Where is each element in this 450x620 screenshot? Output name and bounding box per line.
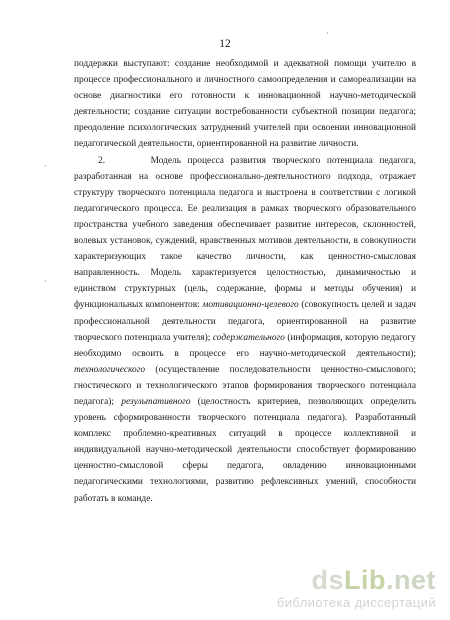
italic-term: технологического	[74, 364, 146, 375]
text-run: (целостность критериев, позволяющих определить уровень сформированности творческого потенциала педагога). Разработанный комплекс проблемно-креативных ситуаций в процессе коллективной и индивидуальной научно-методической деятельности способствует формированию ценностно-смысловой сферы педагога, овладению инновационными педагогическими технологиями, развитию рефлексивных умений, способности работать в команде.	[74, 396, 416, 504]
margin-mark: ·	[44, 162, 47, 171]
italic-term: результативного	[121, 396, 191, 407]
body-text	[74, 56, 416, 507]
text-run: (информация, которую педагогу необходимо освоить в процессе его научно-методической деятельности);	[74, 332, 416, 359]
page-number: 12	[219, 38, 231, 50]
watermark	[277, 567, 436, 610]
italic-term: мотивационно-целевого	[202, 300, 299, 311]
text-run: (осуществление последовательности ценностно-смыслового; гностического и технологического этапов формирования творческого потенциала педагога);	[74, 364, 416, 407]
watermark-logo: dsLib.net	[311, 565, 436, 595]
watermark-tagline: библиотека диссертаций	[276, 595, 436, 610]
italic-term: содержательного	[212, 332, 285, 343]
paragraph	[74, 56, 416, 153]
paragraph	[74, 153, 416, 507]
text-run: 2. Модель процесса развития творческого потенциала педагога, разработанная на основе профессионально-деятельностного подхода, отражает структуру творческого потенциала педагога и выстроена в соответствии с логикой педагогического процесса. Ее реализация в рамках творческого образовательного пространства учебного заведения обеспечивает развитие интересов, склонностей, волевых установок, суждений, нравственных мотивов деятельности, в совокупности характеризующих такое качество личности, как ценностно-смысловая направленность. Модель характеризуется целостностью, динамичностью и единством структурных (цель, содержание, формы и методы обучения) и функциональных компонентов:	[74, 155, 416, 311]
margin-mark: ·	[326, 29, 329, 38]
text-run: (совокупность целей и задач профессиональной деятельности педагога, ориентированной на развитие творческого потенциала учителя);	[74, 300, 416, 343]
margin-mark: ·	[44, 277, 47, 286]
text-run: поддержки выступают: создание необходимой и адекватной помощи учителю в процессе профессионального и личностного самоопределения и самореализации на основе диагностики его готовности к инновационной научно-методической деятельности; создание ситуации востребованности субъектной позиции педагога; преодоление психологических затруднений учителей при освоении инновационной педагогической деятельности, ориентированной на развитие личности.	[74, 59, 416, 150]
